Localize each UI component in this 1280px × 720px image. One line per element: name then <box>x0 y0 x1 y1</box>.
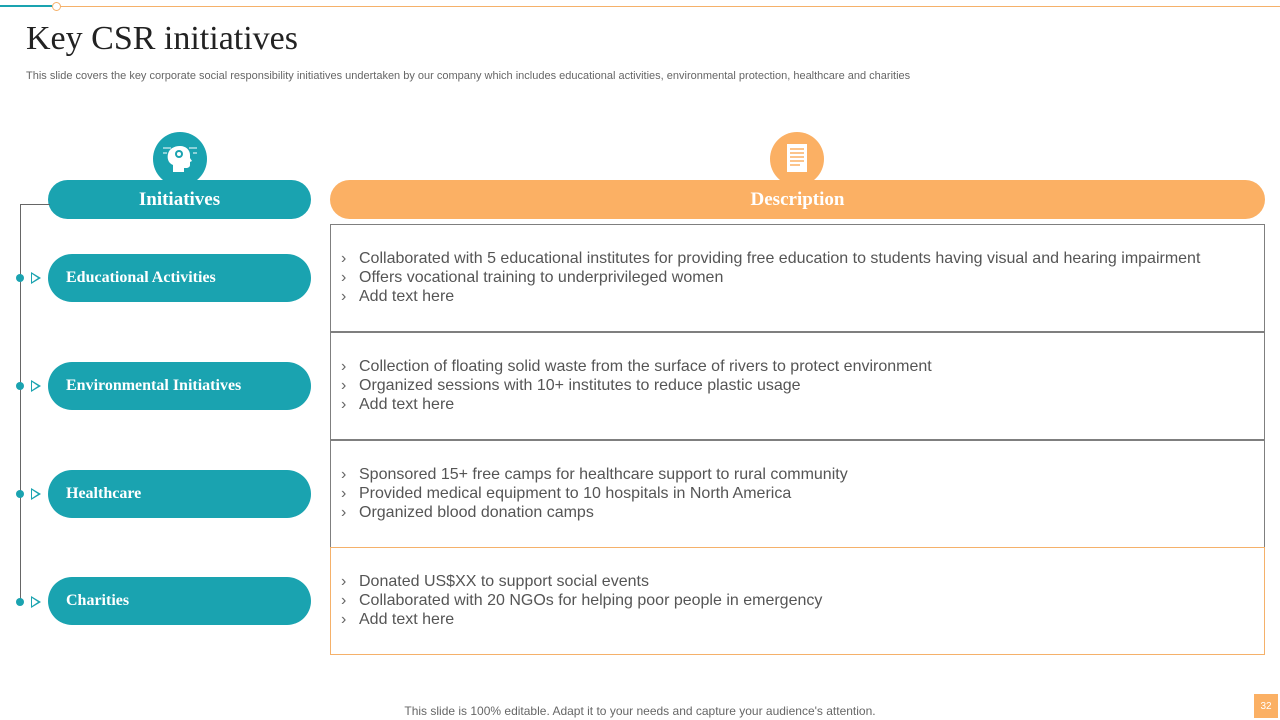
chevron-right-icon: › <box>341 485 347 502</box>
initiatives-header: Initiatives <box>48 180 311 219</box>
bullet-list <box>341 465 848 522</box>
bullet-item: › Add text here <box>341 288 455 305</box>
tree-node-dot <box>16 274 24 282</box>
chevron-right-icon: › <box>341 269 347 286</box>
chevron-right-icon: › <box>341 611 347 628</box>
description-box-healthcare <box>330 440 1265 548</box>
page-number: 32 <box>1254 694 1278 718</box>
top-accent-line-teal <box>0 5 52 7</box>
initiative-healthcare: Healthcare <box>48 470 311 518</box>
description-header: Description <box>330 180 1265 219</box>
tree-node-dot <box>16 382 24 390</box>
bullet-item: › Add text here <box>341 611 455 628</box>
chevron-right-icon: › <box>341 504 347 521</box>
tree-node-dot <box>16 490 24 498</box>
chevron-right-icon: › <box>341 396 347 413</box>
top-accent-line-orange <box>60 6 1280 7</box>
bullet-item: › Organized blood donation camps <box>341 504 594 521</box>
bullet-item: › Collaborated with 20 NGOs for helping poor people in emergency <box>341 592 823 609</box>
description-box-educational <box>330 224 1265 332</box>
triangle-arrow-icon <box>31 380 41 392</box>
triangle-arrow-icon <box>31 488 41 500</box>
chevron-right-icon: › <box>341 592 347 609</box>
chevron-right-icon: › <box>341 377 347 394</box>
chevron-right-icon: › <box>341 288 347 305</box>
bullet-item: › Add text here <box>341 396 455 413</box>
head-gear-icon <box>153 132 207 186</box>
initiative-educational-activities: Educational Activities <box>48 254 311 302</box>
initiative-charities: Charities <box>48 577 311 625</box>
chevron-right-icon: › <box>341 358 347 375</box>
bullet-item: › Donated US$XX to support social events <box>341 573 649 590</box>
tree-connector-line <box>20 204 21 602</box>
tree-connector-branch <box>20 204 50 205</box>
description-box-charities <box>330 547 1265 655</box>
bullet-item: › Collaborated with 5 educational institutes for providing free education to students having visual and hearing impairment <box>341 250 1201 267</box>
footer-note: This slide is 100% editable. Adapt it to your needs and capture your audience's attention. <box>404 704 876 718</box>
bullet-item: › Provided medical equipment to 10 hospitals in North America <box>341 485 792 502</box>
bullet-list <box>341 249 1200 306</box>
bullet-list <box>341 357 932 414</box>
tree-node-dot <box>16 598 24 606</box>
bullet-item: › Collection of floating solid waste from the surface of rivers to protect environment <box>341 358 932 375</box>
initiative-environmental-initiatives: Environmental Initiatives <box>48 362 311 410</box>
chevron-right-icon: › <box>341 573 347 590</box>
bullet-item: › Sponsored 15+ free camps for healthcare support to rural community <box>341 466 848 483</box>
triangle-arrow-icon <box>31 272 41 284</box>
triangle-arrow-icon <box>31 596 41 608</box>
slide-subtitle: This slide covers the key corporate social responsibility initiatives undertaken by our company which includes educational activities, environmental protection, healthcare and charities <box>26 70 911 82</box>
document-icon <box>770 132 824 186</box>
description-box-environmental <box>330 332 1265 440</box>
chevron-right-icon: › <box>341 250 347 267</box>
bullet-item: › Offers vocational training to underprivileged women <box>341 269 724 286</box>
slide-title: Key CSR initiatives <box>26 20 298 57</box>
chevron-right-icon: › <box>341 466 347 483</box>
bullet-list <box>341 572 822 629</box>
bullet-item: › Organized sessions with 10+ institutes to reduce plastic usage <box>341 377 801 394</box>
